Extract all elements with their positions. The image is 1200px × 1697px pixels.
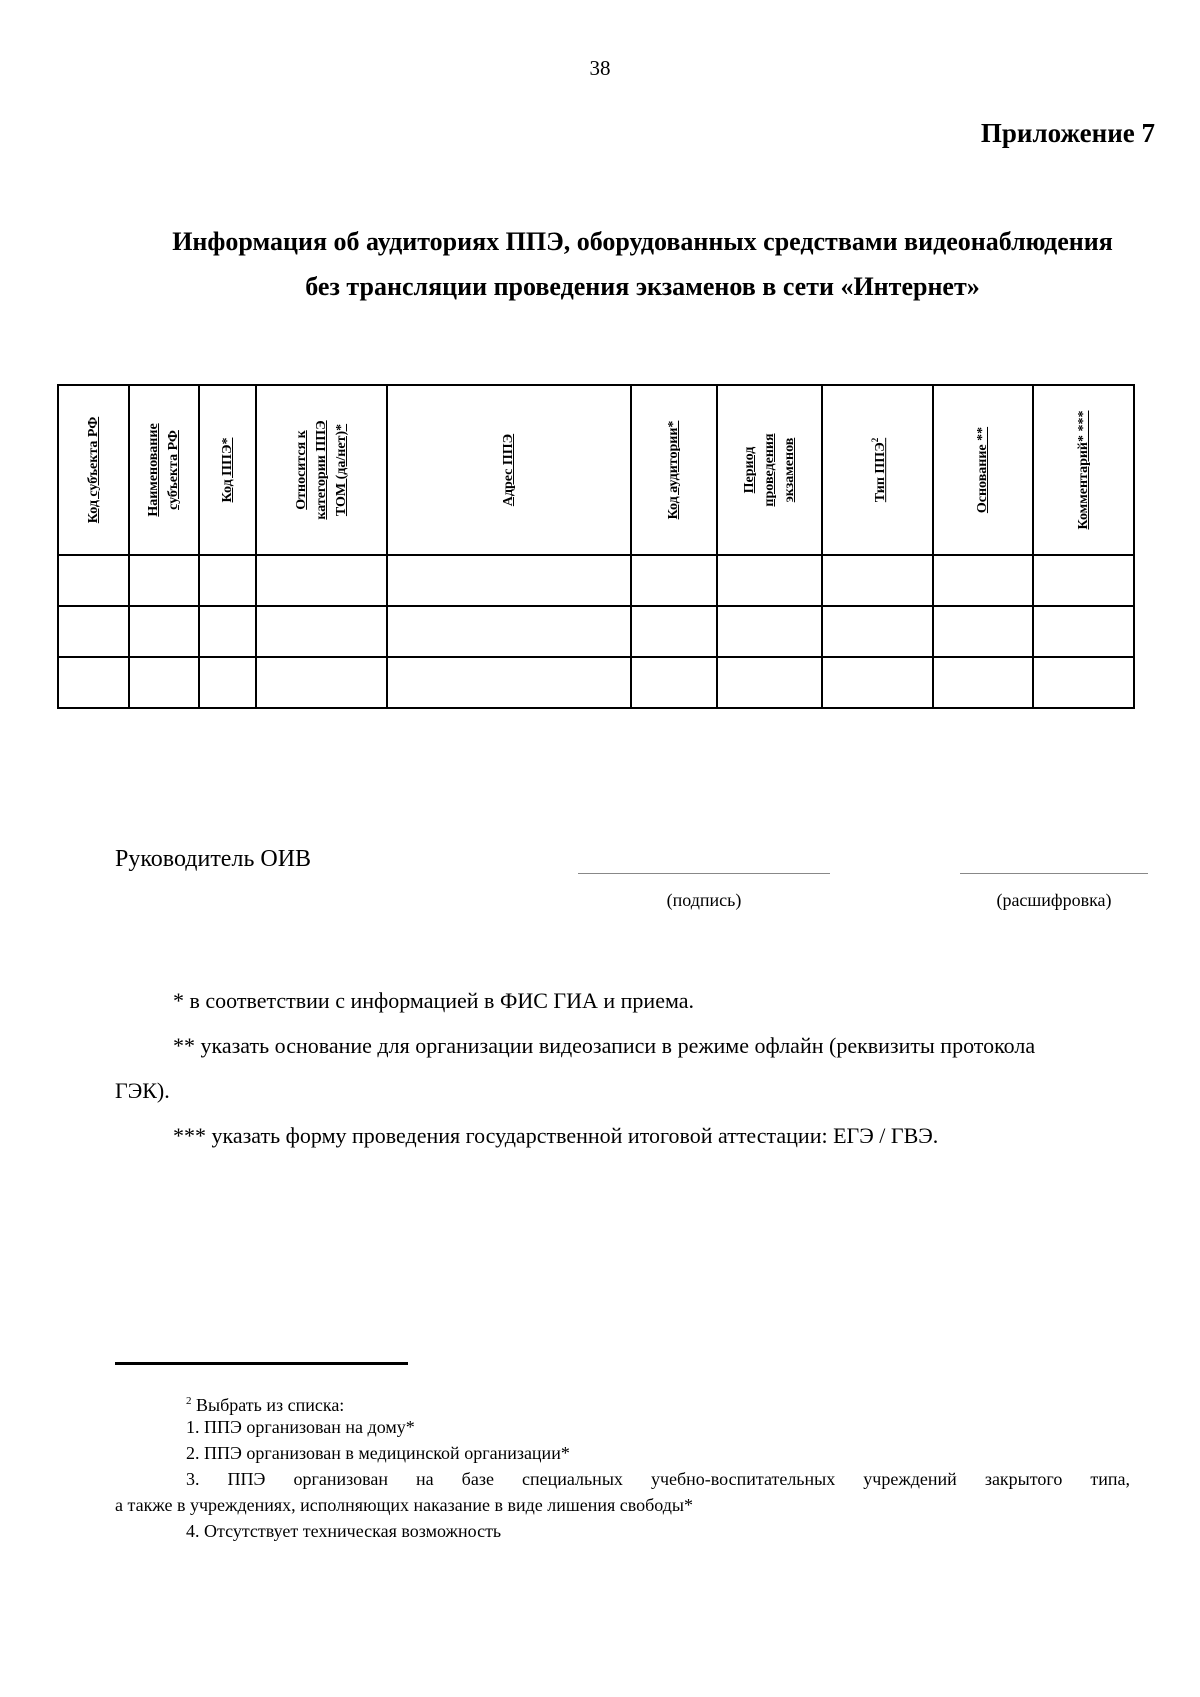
- table-cell: [129, 555, 199, 606]
- footnote-item: 3. ППЭ организован на базе специальных учебно-воспитательных учреждений закрытого типа,: [186, 1469, 1130, 1489]
- footnote-item: 2. ППЭ организован в медицинской организации*: [186, 1443, 570, 1463]
- table-cell: [933, 606, 1033, 657]
- table-cell: [387, 555, 631, 606]
- table-cell: [129, 657, 199, 708]
- note-double-asterisk: ** указать основание для организации видеозаписи в режиме офлайн (реквизиты протокола: [173, 1033, 1036, 1058]
- table-cell: [58, 606, 129, 657]
- header-subject-code: Код субъекта РФ: [58, 385, 129, 555]
- signature-line: [578, 873, 830, 874]
- table-cell: [717, 657, 822, 708]
- footnote-marker: 2: [186, 1395, 192, 1407]
- document-title-line-2: без трансляции проведения экзаменов в сети «Интернет»: [305, 272, 980, 301]
- table-cell: [58, 657, 129, 708]
- document-title-line-1: Информация об аудиториях ППЭ, оборудованных средствами видеонаблюдения: [172, 227, 1113, 256]
- note-double-asterisk-cont: ГЭК).: [115, 1078, 170, 1103]
- footnote-item: 4. Отсутствует техническая возможность: [186, 1521, 502, 1541]
- header-exam-period: Период проведения экзаменов: [717, 385, 822, 555]
- transcript-caption: (расшифровка): [996, 890, 1112, 910]
- table-row: [58, 555, 1134, 606]
- table-cell: [256, 555, 387, 606]
- header-ppe-type: Тип ППЭ$^2$: [822, 385, 933, 555]
- signature-caption: (подпись): [666, 890, 742, 910]
- page-number: 38: [589, 56, 611, 80]
- table-row: [58, 606, 1134, 657]
- table-cell: [1033, 657, 1134, 708]
- table-cell: [631, 657, 717, 708]
- note-single-asterisk: * в соответствии с информацией в ФИС ГИА и приема.: [173, 988, 694, 1013]
- table-cell: [1033, 555, 1134, 606]
- table-cell: [933, 657, 1033, 708]
- transcript-line: [960, 873, 1148, 874]
- footnote-marker: 2: [869, 437, 880, 443]
- table-cell: [717, 555, 822, 606]
- table-row: [58, 657, 1134, 708]
- signatory-label: Руководитель ОИВ: [115, 846, 312, 872]
- table-cell: [822, 555, 933, 606]
- table-cell: [933, 555, 1033, 606]
- table-cell: [129, 606, 199, 657]
- table-cell: [199, 555, 256, 606]
- footnote-separator: [115, 1362, 408, 1365]
- table-cell: [58, 555, 129, 606]
- header-subject-name: Наименование субъекта РФ: [129, 385, 199, 555]
- header-ppe-address: Адрес ППЭ: [387, 385, 631, 555]
- header-tom-category: Относится к категории ППЭ ТОМ (да/нет)*: [256, 385, 387, 555]
- table-cell: [387, 606, 631, 657]
- footnote-intro: $^2$ Выбрать из списка:: [186, 1395, 345, 1415]
- table-cell: [256, 657, 387, 708]
- table-header-row: [58, 385, 1134, 555]
- header-basis: Основание **: [933, 385, 1033, 555]
- table-cell: [822, 657, 933, 708]
- table-cell: [256, 606, 387, 657]
- header-comment: Комментарий* ***: [1033, 385, 1134, 555]
- table-cell: [822, 606, 933, 657]
- table-cell: [199, 606, 256, 657]
- table-cell: [387, 657, 631, 708]
- table-cell: [199, 657, 256, 708]
- footnote-item: 1. ППЭ организован на дому*: [186, 1417, 415, 1437]
- table-cell: [1033, 606, 1134, 657]
- header-ppe-code: Код ППЭ*: [199, 385, 256, 555]
- header-auditorium-code: Код аудитории*: [631, 385, 717, 555]
- footnote-item-cont: а также в учреждениях, исполняющих наказание в виде лишения свободы*: [115, 1495, 694, 1515]
- table-cell: [631, 555, 717, 606]
- ppe-auditorium-table: [57, 384, 1135, 709]
- table-cell: [631, 606, 717, 657]
- note-triple-asterisk: *** указать форму проведения государственной итоговой аттестации: ЕГЭ / ГВЭ.: [173, 1123, 939, 1148]
- appendix-label: Приложение 7: [980, 118, 1155, 148]
- table-cell: [717, 606, 822, 657]
